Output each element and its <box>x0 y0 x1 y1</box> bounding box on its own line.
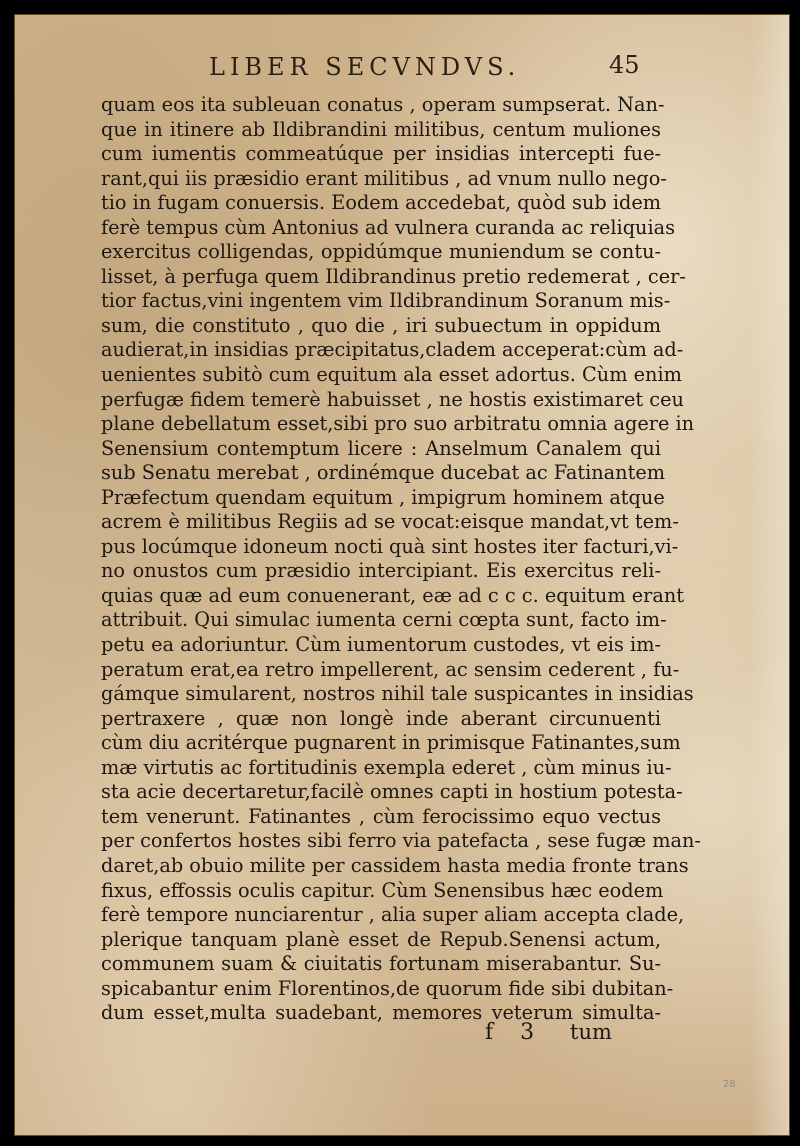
pencil-margin-note: 28 <box>723 1079 736 1090</box>
text-line: tior factus,vini ingentem vim Ildibrandinum Soranum mis- <box>101 289 671 313</box>
text-line: quam eos ita subleuan conatus , operam sumpserat. Nan- <box>101 93 665 116</box>
text-line: daret,ab obuio milite per cassidem hasta media fronte trans <box>101 853 689 877</box>
text-line: rant,qui iis præsidio erant militibus , ad vnum nullo nego- <box>101 166 667 190</box>
catchword: tum <box>570 1020 612 1044</box>
text-line: sub Senatu merebat , ordinémque ducebat ac Fatinantem <box>101 461 666 485</box>
text-line: peratum erat,ea retro impellerent, ac sensim cederent , fu- <box>101 657 680 681</box>
text-line: sta acie decertaretur,facilè omnes capti in hostium potesta- <box>101 780 683 804</box>
text-line: tem venerunt. Fatinantes , cùm ferocissimo equo vectus <box>101 804 661 828</box>
running-head: LIBER SECVNDVS. <box>209 53 521 81</box>
text-line: acrem è militibus Regiis ad se vocat:eisque mandat,vt tem- <box>101 510 679 534</box>
signature-mark: f 3 <box>485 1020 545 1045</box>
text-line: pertraxere , quæ non longè inde aberant circunuenti <box>101 706 661 730</box>
text-line: Præfectum quendam equitum , impigrum hominem atque <box>101 485 665 509</box>
text-line: cùm diu acritérque pugnarent in primisque Fatinantes,sum <box>101 731 681 755</box>
body-text <box>101 93 701 1026</box>
page-header <box>15 51 789 91</box>
text-line: mæ virtutis ac fortitudinis exempla ederet , cùm minus iu- <box>101 755 672 779</box>
text-line: que in itinere ab Ildibrandini militibus, centum muliones <box>101 117 661 141</box>
text-line: petu ea adoriuntur. Cùm iumentorum custodes, vt eis im- <box>101 633 661 657</box>
book-page <box>14 14 790 1136</box>
text-line: gámque simularent, nostros nihil tale suspicantes in insidias <box>101 682 694 706</box>
text-line: audierat,in insidias præcipitatus,cladem acceperat:cùm ad- <box>101 338 684 362</box>
text-line: ferè tempus cùm Antonius ad vulnera curanda ac reliquias <box>101 215 676 239</box>
text-line: Senensium contemptum licere : Anselmum Canalem qui <box>101 436 661 460</box>
text-line: dum esset,multa suadebant, memores veterum simulta- <box>101 1001 661 1025</box>
text-line: quias quæ ad eum conuenerant, eæ ad c c c. equitum erant <box>101 583 685 607</box>
text-line: communem suam & ciuitatis fortunam miserabantur. Su- <box>101 952 661 976</box>
text-line: exercitus colligendas, oppidúmque muniendum se contu- <box>101 240 661 264</box>
page-footer <box>15 1020 789 1050</box>
text-line: cum iumentis commeatúque per insidias intercepti fue- <box>101 142 661 166</box>
text-line: plane debellatum esset,sibi pro suo arbitratu omnia agere in <box>101 412 695 436</box>
paper-edge-discoloration <box>749 15 789 1135</box>
text-line: plerique tanquam planè esset de Repub.Senensi actum, <box>101 927 661 951</box>
text-line: spicabantur enim Florentinos,de quorum fide sibi dubitan- <box>101 976 674 1000</box>
text-line: uenientes subitò cum equitum ala esset adortus. Cùm enim <box>101 363 682 387</box>
text-line: per confertos hostes sibi ferro via patefacta , sese fugæ man- <box>101 829 701 853</box>
text-line: lisset, à perfuga quem Ildibrandinus pretio redemerat , cer- <box>101 264 686 288</box>
text-line: tio in fugam conuersis. Eodem accedebat, quòd sub idem <box>101 191 662 215</box>
text-line: perfugæ fidem temerè habuisset , ne hostis existimaret ceu <box>101 387 684 411</box>
text-line: fixus, effossis oculis capitur. Cùm Senensibus hæc eodem <box>101 878 664 902</box>
page-number: 45 <box>609 51 640 79</box>
text-line: pus locúmque idoneum nocti quà sint hostes iter facturi,vi- <box>101 534 679 558</box>
text-line: no onustos cum præsidio intercipiant. Eis exercitus reli- <box>101 559 661 583</box>
text-line: attribuit. Qui simulac iumenta cerni cœpta sunt, facto im- <box>101 608 667 632</box>
text-line: sum, die constituto , quo die , iri subuectum in oppidum <box>101 313 661 337</box>
text-line: ferè tempore nunciarentur , alia super aliam accepta clade, <box>101 903 685 927</box>
